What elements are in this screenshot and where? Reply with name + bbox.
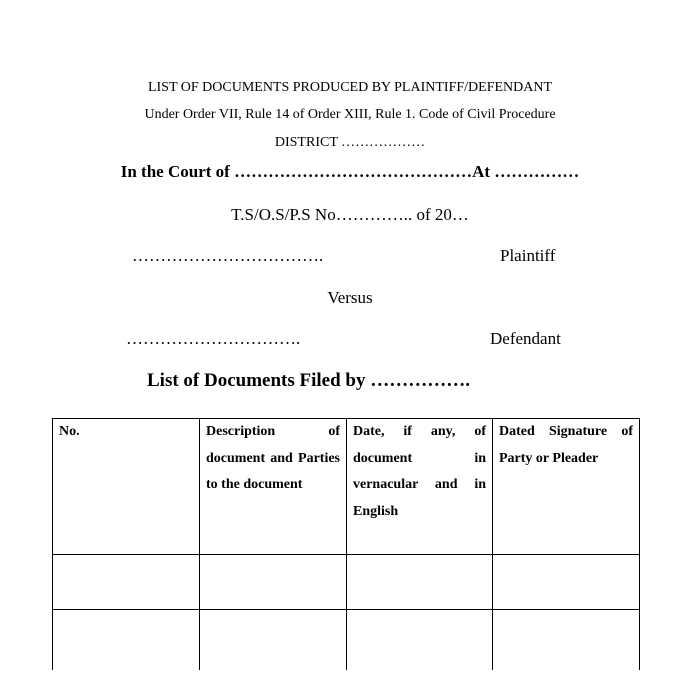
table-cell bbox=[53, 555, 200, 610]
court-line: In the Court of ……………………………………At …………… bbox=[120, 162, 580, 181]
documents-table bbox=[52, 418, 640, 670]
table-cell bbox=[200, 555, 347, 610]
form-subtitle: Under Order VII, Rule 14 of Order XIII, Rule 1. Code of Civil Procedure bbox=[144, 107, 556, 122]
defendant-name-blank: …………………………. bbox=[126, 329, 301, 348]
column-header-number: No. bbox=[53, 419, 200, 555]
column-header-signature: Dated Signature of Party or Pleader bbox=[493, 419, 640, 555]
plaintiff-name-blank: ……………………………. bbox=[132, 246, 324, 265]
table-row bbox=[53, 555, 640, 610]
district-line: DISTRICT ……………… bbox=[274, 135, 426, 150]
form-title: LIST OF DOCUMENTS PRODUCED BY PLAINTIFF/DEFENDANT bbox=[147, 80, 553, 95]
table-row bbox=[53, 610, 640, 670]
versus-label: Versus bbox=[327, 288, 373, 307]
suit-number-line: T.S/O.S/P.S No………….. of 20… bbox=[231, 205, 469, 224]
plaintiff-label: Plaintiff bbox=[500, 246, 556, 265]
defendant-label: Defendant bbox=[490, 329, 561, 348]
table-cell bbox=[53, 610, 200, 670]
table-cell bbox=[493, 610, 640, 670]
list-heading: List of Documents Filed by ……………. bbox=[147, 370, 470, 391]
column-header-description: Description of document and Parties to the document bbox=[200, 419, 347, 555]
table-cell bbox=[200, 610, 347, 670]
table-cell bbox=[347, 610, 493, 670]
column-header-date: Date, if any, of document in vernacular and in English bbox=[347, 419, 493, 555]
table-header-row bbox=[53, 419, 640, 555]
table-cell bbox=[347, 555, 493, 610]
table-cell bbox=[493, 555, 640, 610]
